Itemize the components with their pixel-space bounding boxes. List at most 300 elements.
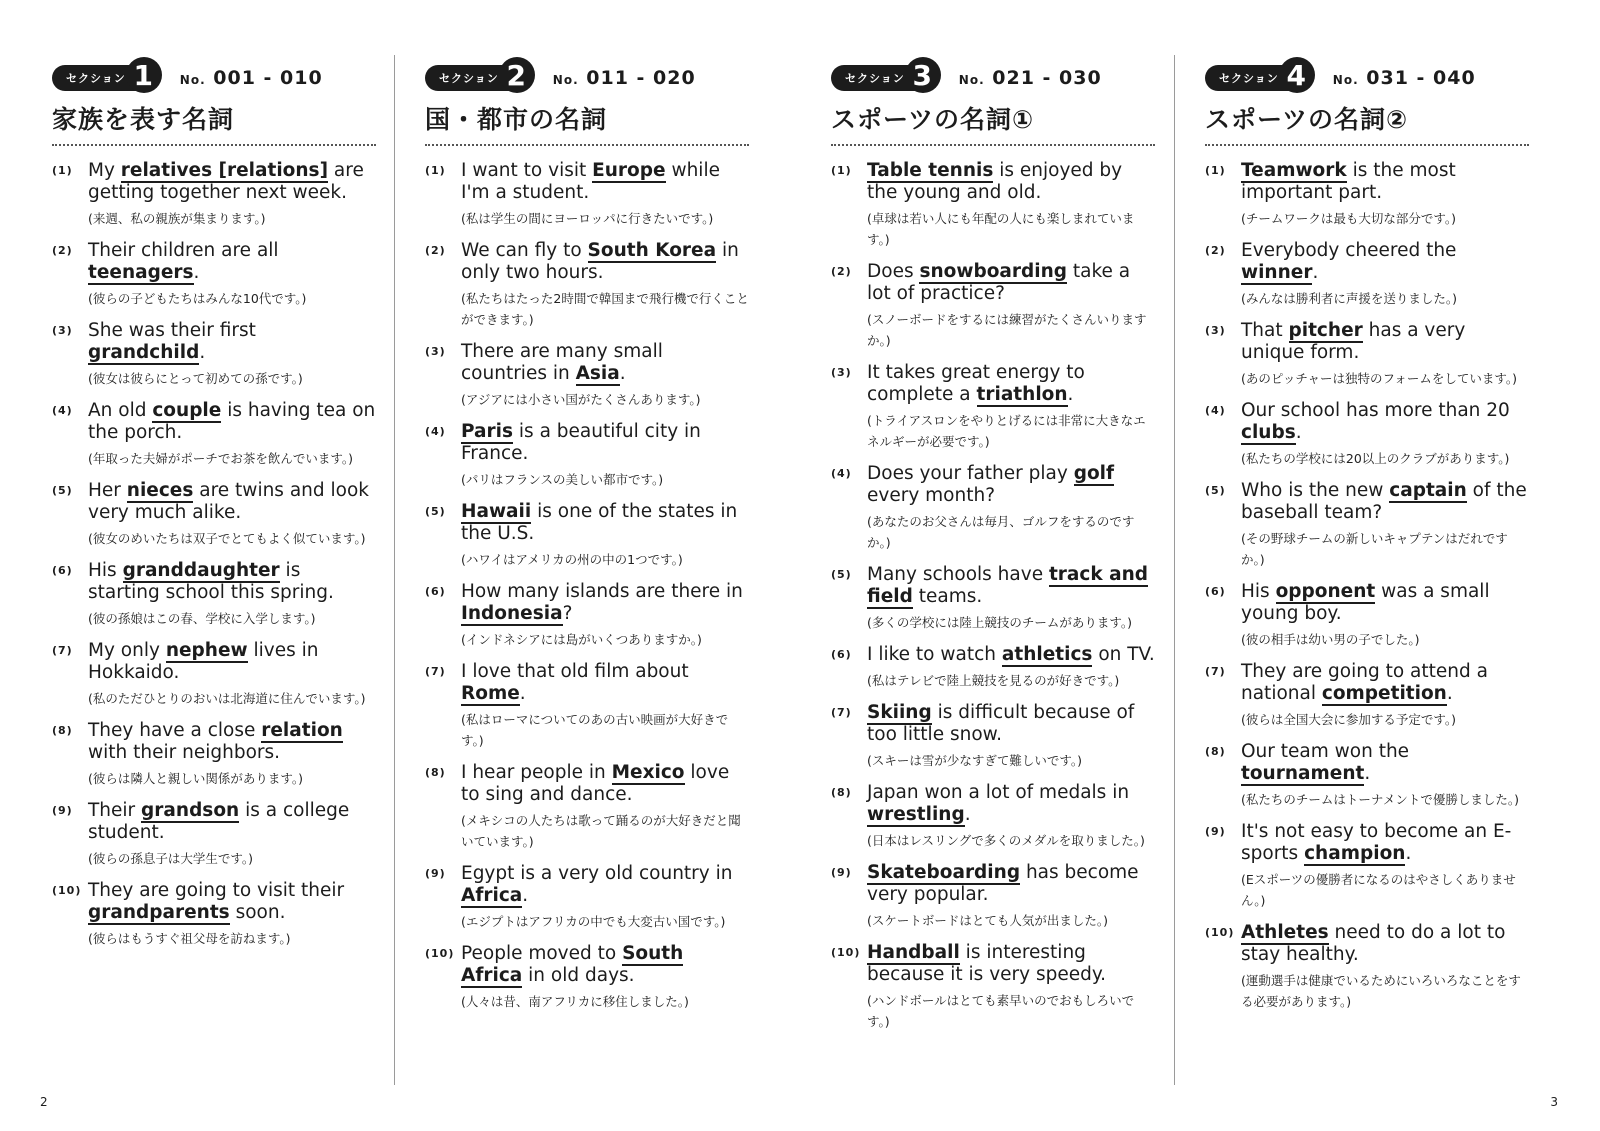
sentence-item	[425, 581, 749, 650]
keyword: Asia	[575, 363, 620, 384]
keyword: Handball	[867, 942, 960, 963]
item-body	[867, 564, 1155, 633]
item-number: (5)	[831, 568, 852, 581]
japanese-translation: (ハワイはアメリカの州の中の1つです。)	[461, 552, 683, 567]
japanese-translation: (Eスポーツの優勝者になるのはやさしくありません。)	[1241, 872, 1516, 908]
sentence-end: .	[1405, 843, 1412, 864]
sentence-end: .	[1312, 262, 1319, 283]
item-body	[1241, 922, 1529, 1012]
dotted-divider	[52, 144, 376, 146]
sentence-item	[52, 400, 376, 469]
item-body	[1241, 661, 1529, 730]
section-label: セクション	[1219, 72, 1279, 85]
item-number: (1)	[52, 164, 73, 177]
sentence-end: .	[1446, 683, 1453, 704]
japanese-translation: (スケートボードはとても人気が出ました。)	[867, 913, 1109, 928]
sentence-start: Who is the new	[1241, 480, 1390, 501]
keyword: South Africa	[461, 943, 684, 986]
item-number: (8)	[831, 786, 852, 799]
japanese-translation: (エジプトはアフリカの中でも大変古い国です。)	[461, 914, 726, 929]
column-divider	[1174, 55, 1175, 1085]
japanese-translation: (アジアには小さい国がたくさんあります。)	[461, 392, 701, 407]
keyword: captain	[1389, 480, 1467, 501]
japanese-translation: (あのピッチャーは独特のフォームをしています。)	[1241, 371, 1518, 386]
english-sentence	[461, 661, 749, 705]
keyword: grandparents	[88, 902, 230, 923]
sentence-end: are getting together next week.	[88, 160, 364, 203]
japanese-translation: (多くの学校には陸上競技のチームがあります。)	[867, 615, 1133, 630]
english-sentence	[461, 160, 749, 204]
section-badge	[52, 58, 158, 92]
sentence-item	[831, 942, 1155, 1032]
item-body	[1241, 160, 1529, 229]
sentence-item	[1205, 581, 1529, 650]
sentence-end: need to do a lot to stay healthy.	[1241, 922, 1506, 965]
item-number: (4)	[1205, 404, 1226, 417]
japanese-translation: (私はテレビで陸上競技を見るのが好きです。)	[867, 673, 1120, 688]
item-number: (5)	[1205, 484, 1226, 497]
section-1	[52, 58, 376, 960]
keyword: Hawaii	[461, 501, 532, 522]
english-sentence	[867, 942, 1155, 986]
keyword: Table tennis	[867, 160, 994, 181]
item-number: (3)	[1205, 324, 1226, 337]
sentence-end: soon.	[229, 902, 286, 923]
keyword: golf	[1073, 463, 1115, 484]
no-prefix: No.	[179, 73, 206, 87]
item-body	[1241, 400, 1529, 469]
item-body	[1241, 480, 1529, 570]
section-header	[52, 58, 376, 98]
item-body	[1241, 320, 1529, 389]
japanese-translation: (チームワークは最も大切な部分です。)	[1241, 211, 1457, 226]
sentence-start: Our team won the	[1241, 741, 1410, 762]
english-sentence	[461, 762, 749, 806]
sentence-item	[52, 640, 376, 709]
item-number: (9)	[1205, 825, 1226, 838]
japanese-translation: (私は学生の間にヨーロッパに行きたいです。)	[461, 211, 714, 226]
sentence-start: How many islands are there in	[461, 581, 743, 602]
sentence-item	[1205, 240, 1529, 309]
sentence-item	[52, 800, 376, 869]
english-sentence	[1241, 821, 1529, 865]
english-sentence	[88, 320, 376, 364]
sentence-start: It takes great energy to complete a	[867, 362, 1085, 405]
range-text: 021 - 030	[992, 67, 1102, 89]
japanese-translation: (その野球チームの新しいキャプテンはだれですか。)	[1241, 531, 1508, 567]
sentence-item	[425, 762, 749, 852]
keyword: relation	[261, 720, 343, 741]
keyword: nieces	[126, 480, 194, 501]
english-sentence	[1241, 661, 1529, 705]
japanese-translation: (運動選手は健康でいるためにいろいろなことをする必要があります。)	[1241, 973, 1521, 1009]
keyword: athletics	[1001, 644, 1093, 665]
sentence-start: His	[1241, 581, 1276, 602]
item-number: (10)	[1205, 926, 1235, 939]
item-number: (9)	[425, 867, 446, 880]
english-sentence	[88, 160, 376, 204]
section-2	[425, 58, 749, 1023]
sentence-end: has become very popular.	[867, 862, 1139, 905]
sentence-list	[425, 160, 749, 1012]
sentence-start: She was their first	[88, 320, 256, 341]
japanese-translation: (彼らはもうすぐ祖父母を訪ねます。)	[88, 931, 291, 946]
section-number: 3	[905, 57, 941, 93]
sentence-item	[52, 560, 376, 629]
section-title: 国・都市の名詞	[425, 105, 608, 134]
sentence-end: .	[1364, 763, 1371, 784]
sentence-item	[425, 501, 749, 570]
section-number: 2	[499, 57, 535, 93]
english-sentence	[867, 261, 1155, 305]
item-body	[461, 762, 749, 852]
keyword: granddaughter	[122, 560, 280, 581]
sentence-end: is difficult because of too little snow.	[867, 702, 1135, 745]
english-sentence	[88, 560, 376, 604]
item-body	[1241, 821, 1529, 911]
sentence-item	[831, 782, 1155, 851]
sentence-start: It's not easy to become an E-sports	[1241, 821, 1512, 864]
english-sentence	[867, 160, 1155, 204]
sentence-item	[1205, 320, 1529, 389]
sentence-end: take a lot of practice?	[867, 261, 1131, 304]
sentence-end: is one of the states in the U.S.	[461, 501, 738, 544]
number-range	[180, 67, 323, 89]
keyword: Paris	[461, 421, 514, 442]
section-3	[831, 58, 1155, 1043]
keyword: couple	[152, 400, 222, 421]
sentence-item	[52, 320, 376, 389]
keyword: Africa	[461, 885, 523, 906]
item-body	[88, 640, 376, 709]
section-header	[1205, 58, 1529, 98]
item-body	[461, 863, 749, 932]
sentence-item	[425, 863, 749, 932]
dotted-divider	[425, 144, 749, 146]
japanese-translation: (スノーボードをするには練習がたくさんいりますか。)	[867, 312, 1147, 348]
section-title: スポーツの名詞②	[1205, 105, 1409, 134]
item-number: (4)	[831, 467, 852, 480]
item-body	[461, 943, 749, 1012]
section-badge	[831, 58, 937, 92]
sentence-start: Does	[867, 261, 920, 282]
english-sentence	[867, 702, 1155, 746]
keyword: Europe	[592, 160, 666, 181]
item-body	[867, 362, 1155, 452]
japanese-translation: (卓球は若い人にも年配の人にも楽しまれています。)	[867, 211, 1135, 247]
sentence-item	[831, 160, 1155, 250]
sentence-end: is enjoyed by the young and old.	[867, 160, 1123, 203]
japanese-translation: (彼らは全国大会に参加する予定です。)	[1241, 712, 1457, 727]
section-label: セクション	[845, 72, 905, 85]
sentence-end: of the baseball team?	[1241, 480, 1527, 523]
keyword: competition	[1321, 683, 1447, 704]
item-body	[461, 661, 749, 751]
japanese-translation: (人々は昔、南アフリカに移住しました。)	[461, 994, 689, 1009]
item-body	[867, 782, 1155, 851]
sentence-item	[425, 943, 749, 1012]
section-number: 1	[126, 57, 162, 93]
item-body	[461, 581, 749, 650]
keyword: opponent	[1275, 581, 1376, 602]
japanese-translation: (私たちの学校には20以上のクラブがあります。)	[1241, 451, 1510, 466]
sentence-item	[52, 720, 376, 789]
japanese-translation: (私はローマについてのあの古い映画が大好きです。)	[461, 712, 729, 748]
keyword: wrestling	[867, 804, 965, 825]
sentence-end: in old days.	[522, 965, 635, 986]
item-number: (2)	[831, 265, 852, 278]
english-sentence	[867, 564, 1155, 608]
number-range	[1333, 67, 1476, 89]
sentence-start: I like to watch	[867, 644, 1002, 665]
japanese-translation: (彼の孫娘はこの春、学校に入学します。)	[88, 611, 316, 626]
no-prefix: No.	[958, 73, 985, 87]
sentence-end: is a beautiful city in France.	[461, 421, 701, 464]
sentence-start: People moved to	[461, 943, 623, 964]
item-number: (7)	[52, 644, 73, 657]
english-sentence	[461, 501, 749, 545]
keyword: triathlon	[976, 384, 1068, 405]
sentence-item	[52, 160, 376, 229]
sentence-end: is interesting because it is very speedy.	[867, 942, 1107, 985]
sentence-end: is the most important part.	[1241, 160, 1456, 203]
keyword: champion	[1304, 843, 1406, 864]
keyword: Athletes	[1241, 922, 1329, 943]
keyword: nephew	[165, 640, 248, 661]
keyword: Mexico	[611, 762, 685, 783]
sentence-start: Japan won a lot of medals in	[867, 782, 1130, 803]
item-body	[88, 240, 376, 309]
item-number: (7)	[1205, 665, 1226, 678]
japanese-translation: (私たちのチームはトーナメントで優勝しました。)	[1241, 792, 1520, 807]
section-4	[1205, 58, 1529, 1023]
item-number: (6)	[831, 648, 852, 661]
sentence-item	[52, 480, 376, 549]
english-sentence	[88, 400, 376, 444]
japanese-translation: (私のただひとりのおいは北海道に住んでいます。)	[88, 691, 366, 706]
english-sentence	[461, 581, 749, 625]
english-sentence	[1241, 160, 1529, 204]
sentence-end: lives in Hokkaido.	[88, 640, 319, 683]
sentence-start: They are going to visit their	[88, 880, 345, 901]
keyword: Skiing	[867, 702, 932, 723]
sentence-end: ?	[562, 603, 573, 624]
item-number: (5)	[52, 484, 73, 497]
english-sentence	[461, 240, 749, 284]
no-prefix: No.	[552, 73, 579, 87]
japanese-translation: (メキシコの人たちは歌って踊るのが大好きだと聞いています。)	[461, 813, 741, 849]
item-number: (3)	[831, 366, 852, 379]
sentence-end: .	[964, 804, 971, 825]
sentence-item	[425, 661, 749, 751]
sentence-item	[831, 362, 1155, 452]
item-number: (6)	[52, 564, 73, 577]
keyword: tournament	[1241, 763, 1365, 784]
section-badge	[1205, 58, 1311, 92]
item-body	[867, 862, 1155, 931]
section-label: セクション	[439, 72, 499, 85]
japanese-translation: (来週、私の親族が集まります。)	[88, 211, 266, 226]
keyword: grandson	[141, 800, 240, 821]
item-body	[867, 160, 1155, 250]
sentence-end: every month?	[867, 485, 996, 506]
japanese-translation: (彼女は彼らにとって初めての孫です。)	[88, 371, 303, 386]
sentence-item	[1205, 821, 1529, 911]
item-body	[461, 501, 749, 570]
sentence-item	[831, 862, 1155, 931]
item-body	[1241, 581, 1529, 650]
dotted-divider	[1205, 144, 1529, 146]
keyword: Skateboarding	[867, 862, 1021, 883]
item-number: (10)	[425, 947, 455, 960]
english-sentence	[1241, 741, 1529, 785]
sentence-item	[831, 564, 1155, 633]
sentence-item	[1205, 400, 1529, 469]
japanese-translation: (みんなは勝利者に声援を送りました。)	[1241, 291, 1458, 306]
sentence-item	[425, 421, 749, 490]
item-number: (4)	[425, 425, 446, 438]
item-body	[461, 240, 749, 330]
item-body	[867, 463, 1155, 553]
item-body	[1241, 741, 1529, 810]
sentence-end: .	[1295, 422, 1302, 443]
english-sentence	[1241, 581, 1529, 625]
japanese-translation: (彼らの子どもたちはみんな10代です。)	[88, 291, 307, 306]
sentence-end: .	[522, 885, 529, 906]
sentence-end: is a college student.	[88, 800, 350, 843]
english-sentence	[88, 640, 376, 684]
item-number: (8)	[425, 766, 446, 779]
item-number: (10)	[52, 884, 82, 897]
sentence-start: I love that old film about	[461, 661, 689, 682]
sentence-item	[1205, 661, 1529, 730]
sentence-list	[831, 160, 1155, 1032]
sentence-start: Our school has more than 20	[1241, 400, 1510, 421]
item-number: (1)	[1205, 164, 1226, 177]
sentence-end: is starting school this spring.	[88, 560, 334, 603]
item-number: (2)	[1205, 244, 1226, 257]
english-sentence	[1241, 922, 1529, 966]
sentence-start: Does your father play	[867, 463, 1074, 484]
japanese-translation: (彼らは隣人と親しい関係があります。)	[88, 771, 304, 786]
number-range	[959, 67, 1102, 89]
item-number: (1)	[831, 164, 852, 177]
english-sentence	[867, 862, 1155, 906]
range-text: 011 - 020	[586, 67, 696, 89]
section-header	[425, 58, 749, 98]
sentence-item	[425, 160, 749, 229]
item-body	[461, 421, 749, 490]
section-title: スポーツの名詞①	[831, 105, 1035, 134]
keyword: track and field	[867, 564, 1149, 607]
dotted-divider	[831, 144, 1155, 146]
sentence-item	[831, 702, 1155, 771]
item-body	[88, 880, 376, 949]
english-sentence	[1241, 320, 1529, 364]
keyword: South Korea	[587, 240, 717, 261]
item-number: (8)	[52, 724, 73, 737]
sentence-list	[1205, 160, 1529, 1012]
item-number: (2)	[425, 244, 446, 257]
keyword: teenagers	[88, 262, 194, 283]
english-sentence	[461, 943, 749, 987]
sentence-item	[425, 240, 749, 330]
item-body	[88, 800, 376, 869]
page-number-left: 2	[40, 1095, 48, 1109]
sentence-end: has a very unique form.	[1241, 320, 1466, 363]
range-text: 001 - 010	[213, 67, 323, 89]
keyword: pitcher	[1288, 320, 1363, 341]
sentence-item	[425, 341, 749, 410]
sentence-start: My	[88, 160, 121, 181]
item-number: (4)	[52, 404, 73, 417]
japanese-translation: (彼女のめいたちは双子でとてもよく似ています。)	[88, 531, 366, 546]
section-number: 4	[1279, 57, 1315, 93]
section-title: 家族を表す名詞	[52, 105, 235, 134]
sentence-item	[1205, 160, 1529, 229]
sentence-end: are twins and look very much alike.	[88, 480, 369, 523]
item-body	[867, 942, 1155, 1032]
number-range	[553, 67, 696, 89]
sentence-start: They are going to attend a national	[1241, 661, 1488, 704]
sentence-end: was a small young boy.	[1241, 581, 1490, 624]
japanese-translation: (トライアスロンをやりとげるには非常に大きなエネルギーが必要です。)	[867, 413, 1146, 449]
keyword: snowboarding	[919, 261, 1068, 282]
column-divider	[394, 55, 395, 1085]
english-sentence	[88, 880, 376, 924]
japanese-translation: (スキーは雪が少なすぎて難しいです。)	[867, 753, 1083, 768]
japanese-translation: (年取った夫婦がポーチでお茶を飲んでいます。)	[88, 451, 354, 466]
sentence-item	[831, 463, 1155, 553]
sentence-start: We can fly to	[461, 240, 588, 261]
sentence-end: on TV.	[1092, 644, 1155, 665]
keyword: winner	[1241, 262, 1313, 283]
sentence-item	[1205, 480, 1529, 570]
sentence-item	[52, 240, 376, 309]
item-number: (3)	[52, 324, 73, 337]
sentence-item	[52, 880, 376, 949]
sentence-start: Their	[88, 800, 142, 821]
sentence-end: teams.	[912, 586, 983, 607]
english-sentence	[1241, 240, 1529, 284]
sentence-start: They have a close	[88, 720, 262, 741]
keyword: grandchild	[88, 342, 200, 363]
english-sentence	[88, 800, 376, 844]
sentence-item	[1205, 922, 1529, 1012]
japanese-translation: (彼らの孫息子は大学生です。)	[88, 851, 254, 866]
sentence-item	[831, 261, 1155, 351]
sentence-end: .	[1067, 384, 1074, 405]
section-label: セクション	[66, 72, 126, 85]
sentence-start: There are many small countries in	[461, 341, 663, 384]
sentence-start: Their children are all	[88, 240, 279, 261]
sentence-end: with their neighbors.	[88, 742, 281, 763]
item-number: (9)	[831, 866, 852, 879]
keyword: relatives [relations]	[120, 160, 329, 181]
english-sentence	[867, 463, 1155, 507]
keyword: Indonesia	[461, 603, 563, 624]
item-number: (9)	[52, 804, 73, 817]
sentence-start: Everybody cheered the	[1241, 240, 1457, 261]
item-number: (8)	[1205, 745, 1226, 758]
item-number: (7)	[831, 706, 852, 719]
item-body	[461, 160, 749, 229]
sentence-start: An old	[88, 400, 153, 421]
item-number: (10)	[831, 946, 861, 959]
sentence-end: is having tea on the porch.	[88, 400, 376, 443]
english-sentence	[88, 720, 376, 764]
item-body	[461, 341, 749, 410]
